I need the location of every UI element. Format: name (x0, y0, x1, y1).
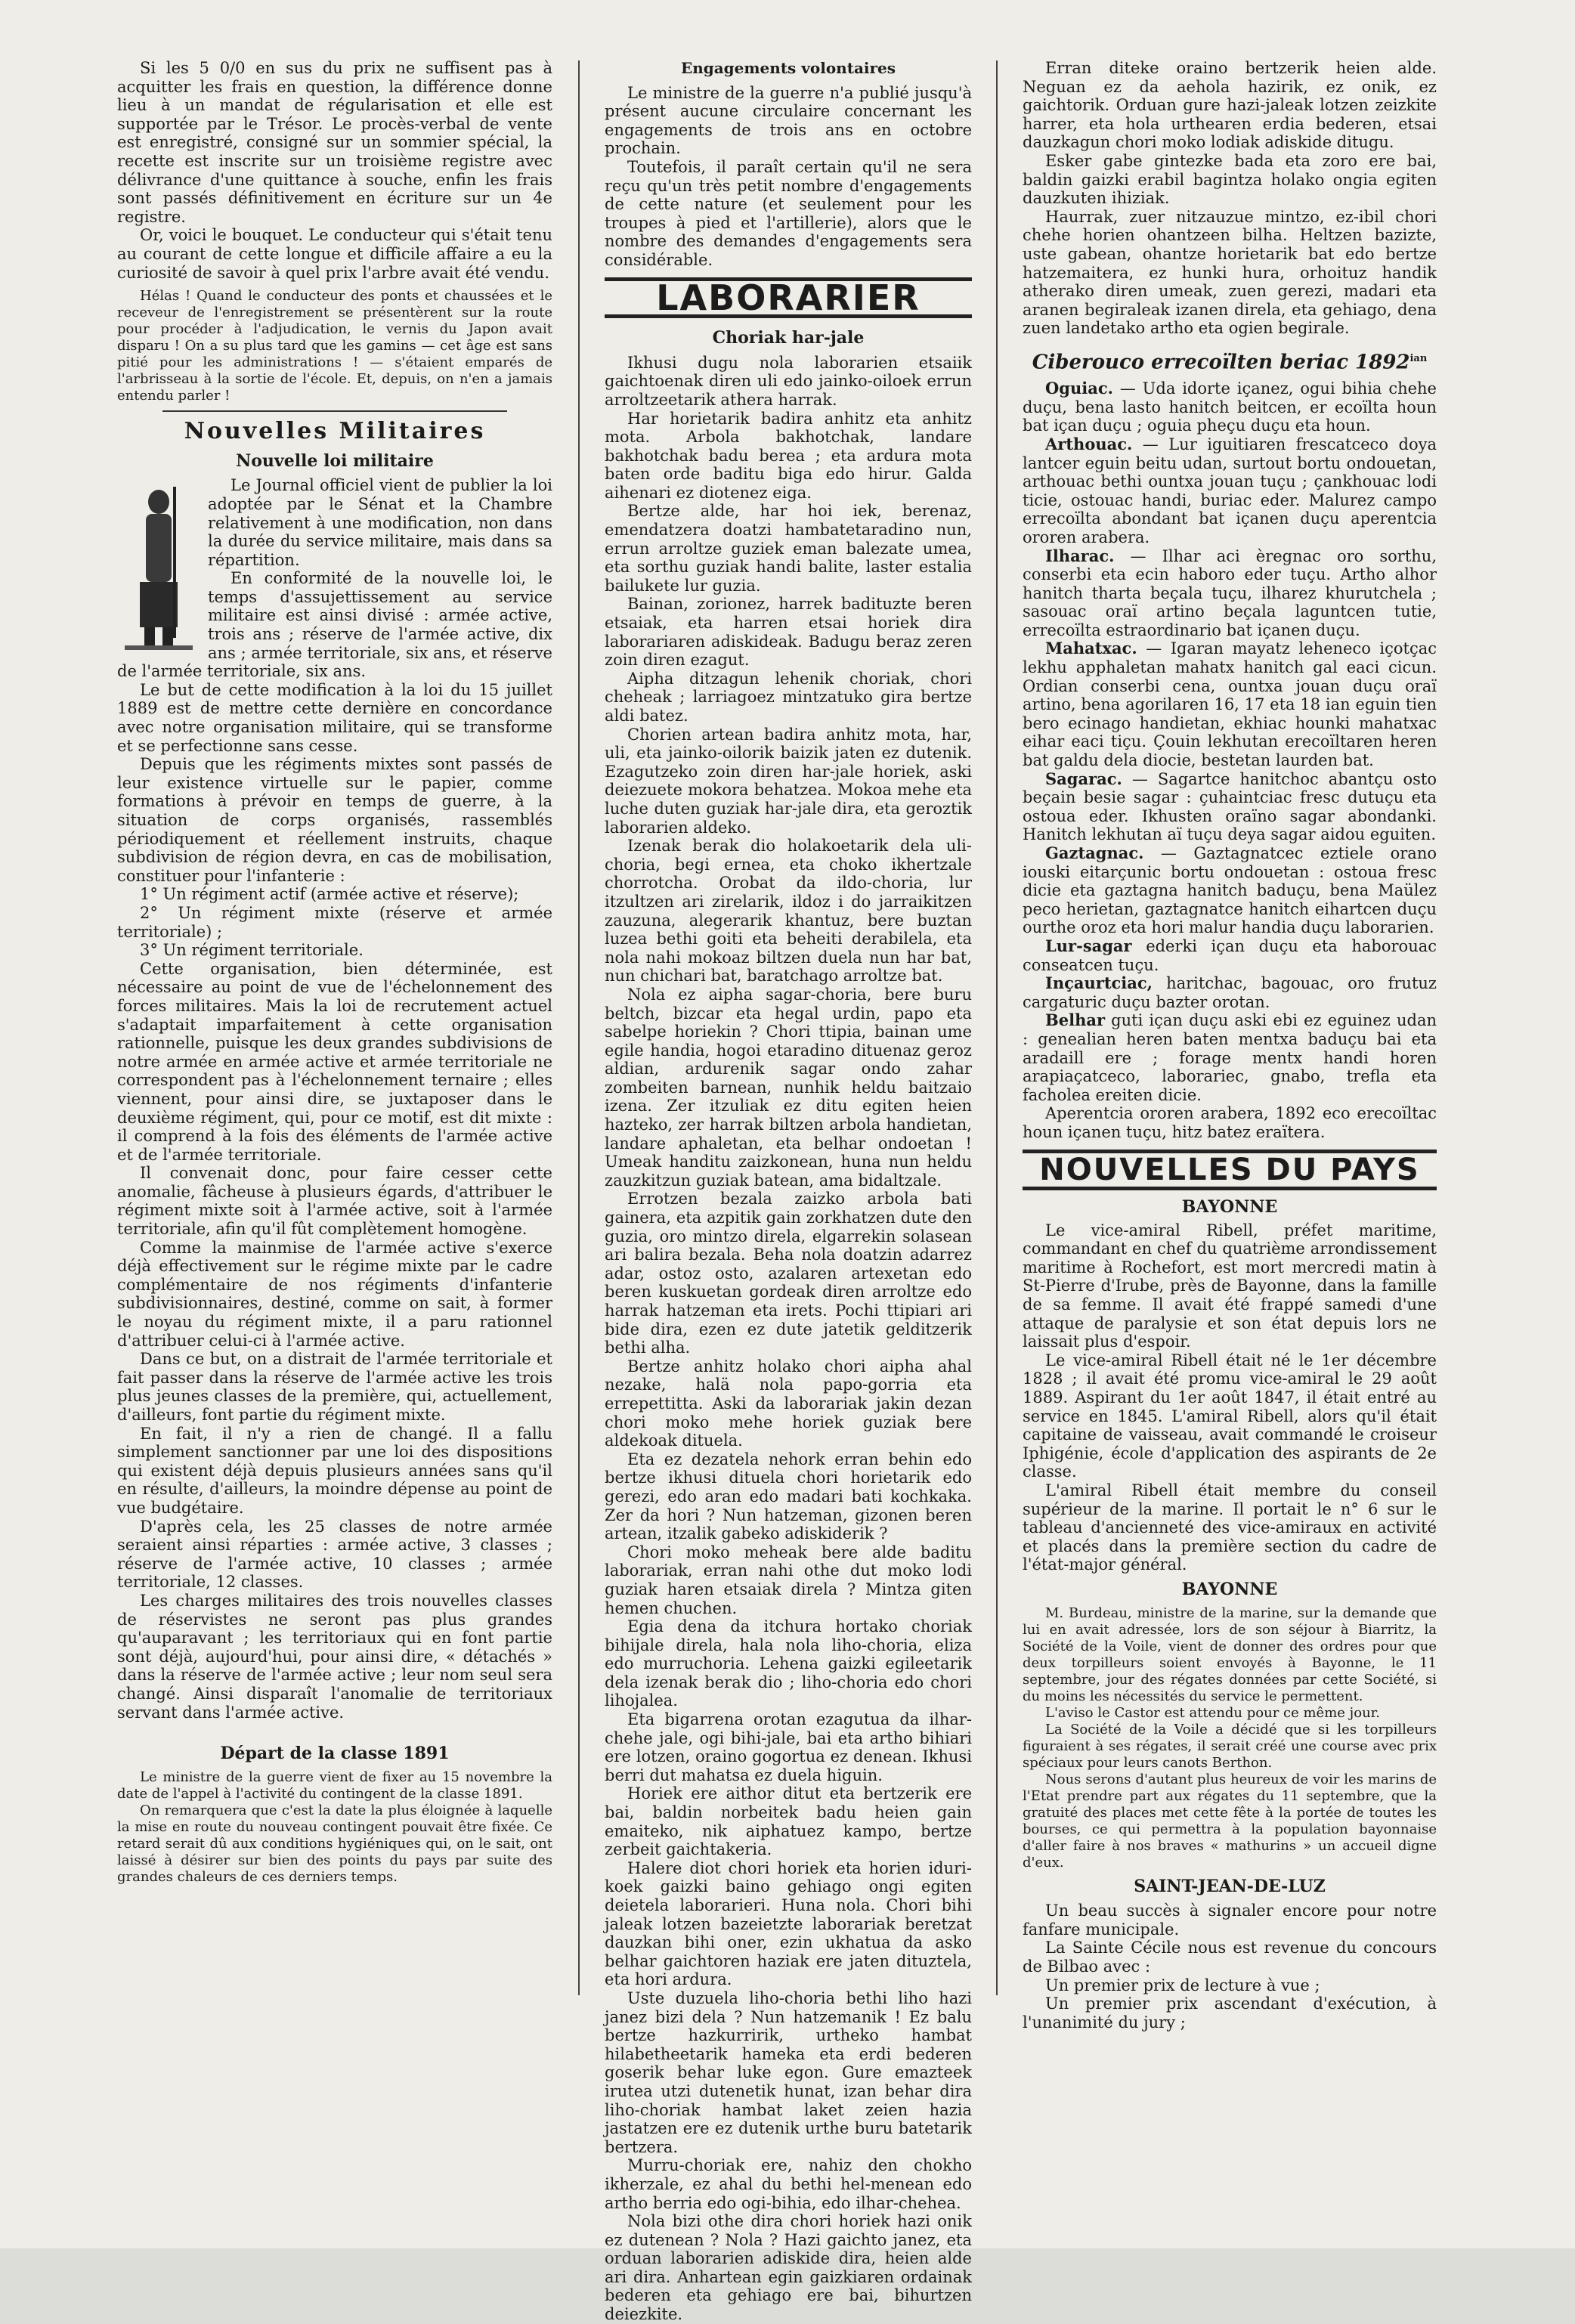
column-1 (117, 59, 552, 1886)
entry-text: guti içan duçu aski ebi ez eguinez udan : genealian heren baten mentxa baduçu bai eta aradaill ere ; forage mentx handi horen arapiaçatceco, laborariec, gnabo, trefla eta facholea ereiten dicie. (1023, 1011, 1437, 1104)
article-heading: Engagements volontaires (680, 59, 896, 77)
entry (1023, 435, 1437, 547)
section-title (1023, 350, 1437, 372)
city-heading: BAYONNE (1181, 1579, 1278, 1599)
divider (162, 410, 507, 412)
paragraph: Toutefois, il paraît certain qu'il ne sera reçu qu'un très petit nombre d'engagements de cette nature (et seulement pour les troupes à pied et l'artillerie), alors que le nombre des demandes d'engagements sera considérable. (605, 157, 972, 269)
paragraph: Bainan, zorionez, harrek badituzte beren etsaiak, eta harren etsai horiek dira laborariaren adiskideak. Badugu beraz zeren zoin diren ezagut. (605, 595, 972, 670)
column-3 (1023, 59, 1437, 2032)
paragraph: On remarquera que c'est la date la plus éloignée à laquelle la mise en route du nouveau contingent pouvait être fixée. Ce retard serait dû aux conditions hygiéniques qui, on le sait, ont laissé à désirer sur bien des points du pays par suite des grandes chaleurs de ces derniers temps. (117, 1802, 552, 1885)
article-heading: Départ de la classe 1891 (220, 1744, 450, 1764)
section-title: NOUVELLES DU PAYS (1039, 1152, 1420, 1187)
entry-label: Mahatxac. (1045, 639, 1137, 658)
section-title-text: Ciberouco errecoïlten beriac 1892 (1032, 351, 1410, 374)
entry (1023, 770, 1437, 844)
paragraph: Horiek ere aithor ditut eta bertzerik ere bai, baldin norbeitek badu heien gain emaiteko, nik aiphatuez kampo, bertze zerbeit gaichtakeria. (605, 1784, 972, 1859)
paragraph: Bertze alde, har hoi iek, berenaz, emendatzera doatzi hambatetaradino nun, errun arroltze guziek eman balezate umea, eta sorthu guziak handi balite, laster estalia bailukete lur guzia. (605, 502, 972, 595)
paragraph: Halere diot chori horiek eta horien iduri-koek gaizki baino gehiago ongi egiten deietela laborarieri. Huna nola. Chori bihi jaleak lotzen bazeietzte laborariak beretzat dauzkan bihi oner, ezin ukhatua da asko belhar gaichtoren haziak ere jaten dituztela, eta hori ardura. (605, 1858, 972, 1989)
soldier-illustration (117, 479, 200, 653)
entry (1023, 937, 1437, 974)
entry-text: — Igaran mayatz leheneco içotçac lekhu apphaletan mahatx hanitch gal eaci cicun. Ordian conserbi cena, ountxa jouan duçu oraï artino, bena agorilaren 16, 17 eta 18 ian eguin tien bero ecinago handietan, ekhiac hounki mahatxac eihar eaci tiçu. Çouin lekhutan erecoïltaren heren bat galdu dela diocie, bestetan laurden bat. (1023, 639, 1437, 770)
column-divider (578, 60, 580, 1995)
entry (1023, 1011, 1437, 1104)
paragraph: Il convenait donc, pour faire cesser cette anomalie, fâcheuse à plusieurs égards, d'attribuer le régiment mixte soit à l'armée active, soit à l'armée territoriale, afin qu'il fût complètement homogène. (117, 1164, 552, 1239)
paragraph: Comme la mainmise de l'armée active s'exerce déjà effectivement sur le régime mixte par le cadre complémentaire de nos régiments d'infanterie subdivisionnaires, destiné, comme on sait, à former le noyau du régiment mixte, il a paru rationnel d'attribuer celui-ci à l'armée active. (117, 1238, 552, 1350)
entry-text: haritchac, bagouac, oro frutuz cargaturic duçu bazter orotan. (1023, 974, 1437, 1011)
column-2 (605, 59, 972, 2324)
article-heading: Choriak har-jale (712, 328, 865, 348)
divider (1023, 1187, 1437, 1190)
entry-label: Inçaurtciac, (1045, 973, 1153, 993)
article-heading: Nouvelle loi militaire (236, 450, 434, 471)
paragraph: L'aviso le Castor est attendu pour ce même jour. (1045, 1704, 1381, 1721)
entry-label: Ilharac. (1045, 546, 1115, 565)
list-item: 1° Un régiment actif (armée active et réserve); (140, 885, 519, 904)
paragraph: Haurrak, zuer nitzauzue mintzo, ez-ibil chori chehe horien ohantzeen bilha. Heltzen bazizte, uste gabean, ohantze horietarik bat edo bertze hatzemaitera, ez hunki hura, orhoituz handik atherako diren umeak, zuen gerezi, madari eta aranen begiraleak izanen direla, eta gehiago, dena zuen landetako artho eta ogien begirale. (1023, 207, 1437, 338)
paragraph: Aperentcia ororen arabera, 1892 eco erecoïltac houn içanen tuçu, hitz batez eraïtera. (1023, 1104, 1437, 1141)
city-heading: BAYONNE (1181, 1197, 1278, 1218)
paragraph: Nous serons d'autant plus heureux de voir les marins de l'Etat prendre part aux régates du 11 septembre, que la gratuité des places met cette fête à la portée de toutes les bourses, ce qui permettra à la population bayonnaise d'aller faire à nos braves « mathurins » un accueil digne d'eux. (1023, 1771, 1437, 1871)
entry-label: Oguiac. (1045, 379, 1113, 398)
paragraph: Un premier prix de lecture à vue ; (1045, 1976, 1320, 1994)
entry-text: — Sagartce hanitchoc abantçu osto beçain besie sagar : çuhaintciac fresc dutuçu eta ostoua eder. Ikhusten oraïno sagar abondanki. Hanitch lekhutan aï tuçu deya sagar aidou eguiten. (1023, 769, 1437, 844)
column-divider (996, 60, 998, 1995)
paragraph: Un beau succès à signaler encore pour notre fanfare municipale. (1023, 1902, 1437, 1939)
paragraph: Chori moko meheak bere alde baditu laborariak, erran nahi othe dut moko lodi guziak haren etsaiak direla ? Mintza giten hemen chuchen. (605, 1543, 972, 1617)
paragraph: La Sainte Cécile nous est revenue du concours de Bilbao avec : (1023, 1939, 1437, 1976)
paragraph: M. Burdeau, ministre de la marine, sur la demande que lui en avait adressée, lors de son séjour à Biarritz, la Société de la Voile, vient de donner des ordres pour que deux torpilleurs soient envoyés à Bayonne, le 11 septembre, jour des régates données par cette Société, si du moins les nécessités du service le permettent. (1023, 1605, 1437, 1704)
entry (1023, 974, 1437, 1011)
paragraph: D'après cela, les 25 classes de notre armée seraient ainsi réparties : armée active, 3 classes ; réserve de l'armée active, 10 classes ; armée territoriale, 12 classes. (117, 1517, 552, 1592)
paragraph: Un premier prix ascendant d'exécution, à l'unanimité du jury ; (1023, 1994, 1437, 2032)
paragraph: Erran diteke oraino bertzerik heien alde. Neguan ez da aehola hazirik, ez onik, ez gaichtorik. Orduan gure hazi-jaleak lotzen zeizkite harrer, eta hola urthearen erdia bederen, etsai dauzkagun chori moko lodiak adiskide ditugu. (1023, 59, 1437, 152)
paragraph: Uste duzuela liho-choria bethi liho hazi janez bizi dela ? Nun hatzemanik ! Ez balu bertze hazkurririk, urtheko hambat hilabetheetarik hameka eta erdi bederen goserik behar luke egon. Gure emazteek irutea utzi dutenetik hunat, izan behar dira liho-choriak hambat laket zeien hazia jastatzen ere ez dutenik urthe buru batetarik bertzera. (605, 1988, 972, 2156)
paragraph: Eta bigarrena orotan ezagutua da ilhar-chehe jale, ogi bihi-jale, bai eta artho bihiari ere lotzen, oraino gogortua ez denean. Ikhusi berri dut mahatsa ez duela higuin. (605, 1710, 972, 1784)
paragraph: Le but de cette modification à la loi du 15 juillet 1889 est de mettre cette dernière en concordance avec notre organisation militaire, qui se transforme et se perfectionne sans cesse. (117, 680, 552, 755)
section-title: Nouvelles Militaires (184, 418, 486, 445)
paragraph: Nola bizi othe dira chori horiek hazi onik ez dutenean ? Nola ? Hazi gaichto janez, eta orduan laborarien adiskide dira, heien alde ari dira. Anhartean egin gaizkiaren ordainak bederen eta gehiago ere bai, bihurtzen deiezkite. (605, 2212, 972, 2324)
entry (1023, 844, 1437, 937)
entry-label: Lur-sagar (1045, 936, 1132, 955)
entry-label: Arthouac. (1045, 434, 1133, 453)
paragraph: Les charges militaires des trois nouvelles classes de réservistes ne seront pas plus grandes qu'auparavant ; les territoriaux qui en font partie sont déjà, aujourd'hui, pour ainsi dire, « détachés » dans la réserve de l'armée active ; leur nom seul sera changé. Ainsi disparaît l'anomalie de territoriaux servant dans l'armée active. (117, 1591, 552, 1722)
paragraph: Egia dena da itchura hortako choriak bihijale direla, hala nola liho-choria, eliza edo murruchoria. Lehena gaizki egileetarik dela izenak berak dio ; liho-choria edo chori lihojalea. (605, 1617, 972, 1710)
entry-label: Sagarac. (1045, 769, 1122, 788)
paragraph: En conformité de la nouvelle loi, le temps d'assujettissement au service militaire est ainsi divisé : armée active, trois ans ; réserve de l'armée active, dix ans ; armée territoriale, six ans, et réserve de l'armée territoriale, six ans. (117, 569, 552, 681)
paragraph: Le ministre de la guerre vient de fixer au 15 novembre la date de l'appel à l'activité du contingent de la classe 1891. (117, 1769, 552, 1802)
list-item: 2° Un régiment mixte (réserve et armée territoriale) ; (117, 903, 552, 941)
entry-text: ederki içan duçu eta haborouac conseatcen tuçu. (1023, 936, 1437, 974)
section-title-suffix: ian (1409, 352, 1428, 364)
list-item: 3° Un régiment territoriale. (140, 941, 364, 960)
paragraph: Le vice-amiral Ribell était né le 1er décembre 1828 ; il avait été promu vice-amiral le 29 août 1889. Aspirant du 1er août 1847, il était entré au service en 1845. L'amiral Ribell, alors qu'il était capitaine de vaisseau, avait commandé le croiseur Iphigénie, école d'application des aspirants de 2e classe. (1023, 1351, 1437, 1481)
paragraph: Bertze anhitz holako chori aipha ahal nezake, halä nola papo-gorria eta errepettitta. Aski da laborariak jakin dezan chori moko mehe horiek guziak bere aldekoak dituela. (605, 1357, 972, 1450)
paragraph: En fait, il n'y a rien de changé. Il a fallu simplement sanctionner par une loi des dispositions qui existent déjà depuis plusieurs années sans qu'il en résulte, d'ailleurs, la moindre dépense au point de vue budgétaire. (117, 1424, 552, 1517)
paragraph: Hélas ! Quand le conducteur des ponts et chaussées et le receveur de l'enregistrement se présentèrent sur la route pour procéder à l'adjudication, le vernis du Japon avait disparu ! On a su plus tard que les gamins — cet âge est sans pitié pour les administrations ! — s'étaient emparés de l'arbrisseau à la sortie de l'école. Et, depuis, on n'en a jamais entendu parler ! (117, 288, 552, 404)
paragraph: Izenak berak dio holakoetarik dela uli-choria, begi ernea, eta choko ikhertzale chorrotcha. Orobat da ildo-choria, lur itzultzen ari zirelarik, ildoz i do jarraikitzen zauzuna, alegerarik khantuz, bere buztan luzea bethi goiti eta beheiti derabilela, eta nola nahi mokoaz biltzen duela nun har bat, nun chichari bat, baratchago arroltze bat. (605, 837, 972, 986)
entry (1023, 379, 1437, 435)
section-title: LABORARIER (656, 277, 921, 318)
paragraph: Depuis que les régiments mixtes sont passés de leur existence virtuelle sur le papier, comme formations à prévoir en temps de guerre, à la situation de corps organisés, rassemblés périodiquement et réellement instruits, chaque subdivision de région devra, en cas de mobilisation, constituer pour l'infanterie : (117, 755, 552, 885)
paragraph: Har horietarik badira anhitz eta anhitz mota. Arbola bakhotchak, landare bakhotchak badu berea ; eta ardura mota baten orde baditu biga edo hirur. Galda aihenari ez diotenez eiga. (605, 409, 972, 502)
paragraph: Esker gabe gintezke bada eta zoro ere bai, baldin gaizki erabil bagintza holako ongia egiten dauzkuten ihiziak. (1023, 151, 1437, 208)
paragraph: Murru-choriak ere, nahiz den chokho ikherzale, ez ahal du bethi hel-menean edo artho berria edo ogi-bihia, edo ilhar-chehea. (605, 2156, 972, 2212)
paragraph: Dans ce but, on a distrait de l'armée territoriale et fait passer dans la réserve de l'armée active les trois plus jeunes classes de la première, qui, actuellement, d'ailleurs, font partie du régiment mixte. (117, 1350, 552, 1424)
paragraph: Or, voici le bouquet. Le conducteur qui s'était tenu au courant de cette longue et difficile affaire a eu la curiosité de savoir à quel prix l'arbre avait été vendu. (117, 226, 552, 282)
entry-label: Belhar (1045, 1010, 1106, 1030)
entry-label: Gaztagnac. (1045, 843, 1144, 862)
paragraph: Le Journal officiel vient de publier la loi adoptée par le Sénat et la Chambre relativement à une modification, non dans la durée du service militaire, mais dans sa répartition. (208, 476, 552, 569)
paragraph: L'amiral Ribell était membre du conseil supérieur de la marine. Il portait le n° 6 sur le tableau d'ancienneté des vice-amiraux en activité et placés dans la première section du cadre de l'état-major général. (1023, 1481, 1437, 1574)
paragraph: Cette organisation, bien déterminée, est nécessaire au point de vue de l'échelonnement des forces militaires. Mais la loi de recrutement actuel s'adaptait imparfaitement à cette organisation rationnelle, puisque les deux grandes subdivisions de notre armée en armée active et armée territoriale ne correspondent pas à l'échelonnement ternaire ; elles viennent, pour ainsi dire, se juxtaposer dans le deuxième régiment, qui, pour ce motif, est dit mixte : il comprend à la fois des éléments de l'armée active et de l'armée territoriale. (117, 959, 552, 1164)
paragraph: Chorien artean badira anhitz mota, har, uli, eta jainko-oilorik baizik jaten ez dutenik. Ezagutzeko zoin diren har-jale horiek, aski deiezuete mokora behatzea. Mokoa mehe eta luche duten guziak har-jale dira, eta geroztik laborarien aldeko. (605, 725, 972, 837)
entry-text: — Uda idorte içanez, ogui bihia chehe duçu, bena lasto hanitch beitcen, er ecoïlta houn bat içan duçu ; oguia pheçu duçu eta houn. (1023, 379, 1437, 435)
entry (1023, 639, 1437, 769)
paragraph: Aipha ditzagun lehenik choriak, chori cheheak ; larriagoez mintzatuko gira bertze aldi batez. (605, 669, 972, 725)
paragraph: Si les 5 0/0 en sus du prix ne suffisent pas à acquitter les frais en question, la différence donne lieu à un mandat de régularisation et elle est supportée par le Trésor. Le procès-verbal de vente est enregistré, consigné sur un sommier spécial, la recette est inscrite sur un troisième registre avec délivrance d'une quittance à souche, enfin les frais sont passés définitivement en écriture sur un 4e registre. (117, 59, 552, 226)
entry-text: — Lur iguitiaren frescatceco doya lantcer eguin beitu udan, surtout bortu ondouetan, arthouac bethi ountxa jouan tuçu ; çankhouac lodi ticie, ostouac handi, buriac eder. Malurez campo errecoïlta abondant bat içanen duçu aperentcia ororen arabera. (1023, 435, 1437, 546)
paragraph: Le vice-amiral Ribell, préfet maritime, commandant en chef du quatrième arrondissement maritime à Rochefort, est mort mercredi matin à St-Pierre d'Irube, près de Bayonne, dans la famille de sa femme. Il avait été frappé samedi d'une attaque de paralysie et son état depuis lors ne laissait plus d'espoir. (1023, 1221, 1437, 1351)
paragraph: Ikhusi dugu nola laborarien etsaiik gaichtoenak diren uli edo jainko-oiloek errun arroltzeetarik athera harrak. (605, 353, 972, 409)
entry-text: — Ilhar aci èregnac oro sorthu, conserbi eta ecin haboro eder tuçu. Artho alhor hanitch tharta beçala tuçu, ilharez khurutchela ; sasouac oraï artino beçala laguntcen tutie, errecoïlta estraordinario bat içanen duçu. (1023, 546, 1437, 639)
paragraph: Nola ez aipha sagar-choria, bere buru beltch, bizcar eta hegal urdin, papo eta sabelpe horiekin ? Chori ttipia, bainan ume egile handia, hogoi etaradino dituenaz geroz aldian, ardurenik sagar ondo zahar zombeiten barnean, nunhik heldu baitzaio izena. Zer itzuliak ez ditu egiten heien hazteko, zer harrak biltzen arbola handietan, landare aphaletan, eta belhar ondoetan ! Umeak handitu zaizkonean, huna nun heldu zauzkitzun guziak batean, ama bidaltzale. (605, 985, 972, 1190)
city-heading: SAINT-JEAN-DE-LUZ (1134, 1876, 1326, 1896)
paragraph: La Société de la Voile a décidé que si les torpilleurs figuraient à ses régates, il serait créé une course avec prix spéciaux pour leurs canots Berthon. (1023, 1721, 1437, 1771)
paragraph: Le ministre de la guerre n'a publié jusqu'à présent aucune circulaire concernant les engagements de trois ans en octobre prochain. (605, 83, 972, 158)
entry-text: — Gaztagnatcec eztiele orano iouski eitarçunic bortu ondouetan : ostoua fresc dicie eta gaztagna hanitch baduçu, bena Maülez peco herietan, gaztagnatce hanitch eihartcen duçu ourthe oroz eta hori malur handia duçu laborarien. (1023, 844, 1437, 937)
paragraph: Errotzen bezala zaizko arbola bati gainera, eta azpitik gain zorkhatzen dute den guzia, oro mintzo direla, elgarrekin solasean ari balira bezala. Beha nola doatzin adarrez adar, ostoz osto, azalaren artexetan edo beren kuskuetan gordeak diren arroltze edo harrak hatzeman eta irets. Pochi ttipiari ari bide dira, ezen ez dute jatetik gelditzerik bethi alha. (605, 1190, 972, 1357)
paragraph: Eta ez dezatela nehork erran behin edo bertze ikhusi dituela chori horietarik edo gerezi, edo aran edo madari bati kochkaka. Zer da hori ? Nun hatzeman, gizonen beren artean, itzalik gabeko adiskiderik ? (605, 1450, 972, 1543)
entry (1023, 547, 1437, 640)
